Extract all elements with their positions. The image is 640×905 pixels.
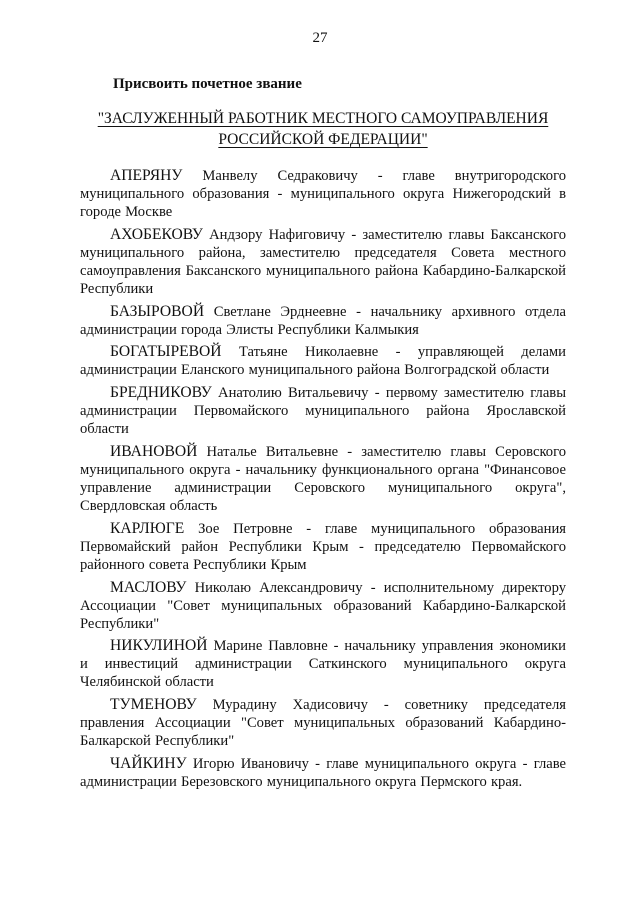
recipient-details: Анатолию Витальевичу - первому заместителю главы администрации Первомайского муниципального района Ярославской области	[80, 385, 566, 438]
recipient-entry	[80, 696, 566, 750]
recipient-details: Николаю Александровичу - исполнительному директору Ассоциации "Совет муниципальных образований Кабардино-Балкарской Республики"	[80, 579, 566, 632]
recipient-surname: АХОБЕКОВУ	[110, 225, 203, 243]
recipient-details: Манвелу Седраковичу - главе внутригородского муниципального образования - муниципального округа Нижегородский в городе Москве	[80, 168, 566, 220]
recipient-surname: МАСЛОВУ	[110, 578, 187, 596]
recipient-entry	[80, 303, 566, 339]
recipient-details: Зое Петровне - главе муниципального образования Первомайский район Республики Крым - председателю Первомайского районного совета Республики Крым	[80, 520, 566, 573]
recipient-entry	[80, 579, 566, 633]
recipient-surname: АПЕРЯНУ	[110, 167, 183, 184]
recipient-surname: ИВАНОВОЙ	[110, 442, 198, 460]
recipient-details: Андзору Нафиговичу - заместителю главы Баксанского муниципального района, заместителю председателя Совета местного самоуправления Баксанского муниципального района Кабардино-Балкарской Республики	[80, 226, 566, 297]
recipient-entry	[80, 520, 566, 574]
recipient-surname: БАЗЫРОВОЙ	[110, 302, 205, 320]
recipient-entry	[80, 343, 566, 379]
recipient-details: Мурадину Хадисовичу - советнику председателя правления Ассоциации "Совет муниципальных образований Кабардино-Балкарской Республики"	[80, 697, 566, 750]
decree-heading: Присвоить почетное звание	[113, 76, 302, 92]
recipient-entry	[80, 167, 566, 221]
recipient-surname: ЧАЙКИНУ	[110, 754, 187, 772]
honorary-title: "ЗАСЛУЖЕННЫЙ РАБОТНИК МЕСТНОГО САМОУПРАВЛЕНИЯ РОССИЙСКОЙ ФЕДЕРАЦИИ"	[97, 110, 549, 148]
recipient-details: Игорю Ивановичу - главе муниципального округа - главе администрации Березовского муниципального округа Пермского края.	[80, 755, 566, 790]
recipient-entry	[80, 384, 566, 438]
recipient-surname: БОГАТЫРЕВОЙ	[110, 343, 222, 361]
recipient-surname: ТУМЕНОВУ	[110, 696, 197, 714]
recipient-entry	[80, 443, 566, 515]
recipient-entry	[80, 226, 566, 298]
recipient-details: Татьяне Николаевне - управляющей делами администрации Еланского муниципального района Волгоградской области	[80, 344, 566, 379]
recipient-details: Наталье Витальевне - заместителю главы Серовского муниципального округа - начальнику функционального органа "Финансовое управление администрации Серовского муниципального округа", Свердловская область	[80, 443, 567, 514]
page-number: 27	[312, 30, 328, 46]
recipient-entry	[80, 637, 566, 691]
recipient-list	[80, 167, 566, 796]
recipient-details: Светлане Эрднеевне - начальнику архивного отдела администрации города Элисты Республики Калмыкия	[80, 303, 566, 338]
recipient-surname: НИКУЛИНОЙ	[110, 637, 208, 655]
recipient-surname: КАРЛЮГЕ	[110, 519, 185, 537]
recipient-surname: БРЕДНИКОВУ	[110, 384, 212, 402]
recipient-entry	[80, 755, 566, 791]
recipient-details: Марине Павловне - начальнику управления экономики и инвестиций администрации Саткинского муниципального округа Челябинской области	[80, 638, 566, 691]
